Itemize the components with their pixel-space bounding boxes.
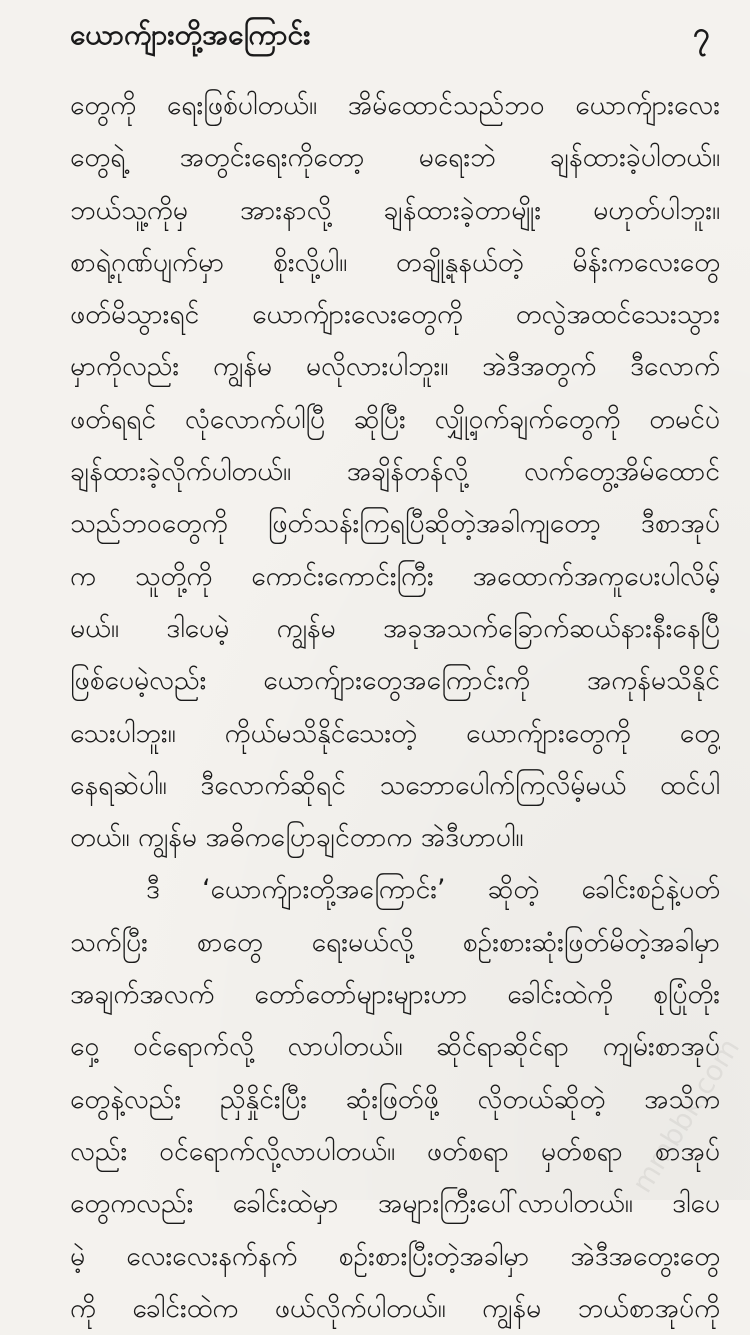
text-line: နေရဆဲပါ။ ဒီလောက်ဆိုရင် သဘောပေါက်ကြလိမ့်မယ် ထင်ပါ: [70, 769, 720, 801]
page-number: ၇: [693, 16, 710, 51]
text-line: ဖြစ်ပေမဲ့လည်း ယောက်ျားတွေအကြောင်းကို အကုန်မသိနိုင်: [70, 665, 720, 697]
text-line: အချက်အလက် တော်တော်များများဟာ ခေါင်းထဲကို စုပြုံတိုး: [70, 979, 720, 1011]
text-line: ချန်ထားခဲ့လိုက်ပါတယ်။ အချိန်တန်လို့ လက်တွေ့အိမ်ထောင်: [70, 456, 720, 488]
watermark: mmbbk.com: [625, 1032, 746, 1199]
running-head: [70, 10, 714, 58]
text-line: တွေရဲ့ အတွင်းရေးကိုတော့ မရေးဘဲ ချန်ထားခဲ့ပါတယ်။: [70, 142, 720, 174]
text-line: တွေနဲ့လည်း ညှိနှိုင်းပြီး ဆုံးဖြတ်ဖို့ လိုတယ်ဆိုတဲ့ အသိက: [70, 1083, 720, 1115]
text-line: သက်ပြီး စာတွေ ရေးမယ်လို့ စဉ်းစားဆုံးဖြတ်မိတဲ့အခါမှာ: [70, 926, 720, 958]
text-line: မယ်။ ဒါပေမဲ့ ကျွန်မ အခုအသက်ခြောက်ဆယ်နားနီးနေပြီ: [70, 612, 720, 644]
paragraph-start-line: ဒီ ‘ယောက်ျားတို့အကြောင်း’ ဆိုတဲ့ ခေါင်းစဉ်နဲ့ပတ်: [146, 874, 720, 906]
text-line: ဖတ်ရရင် လုံလောက်ပါပြီ ဆိုပြီး လျှို့ဝှက်ချက်တွေကို တမင်ပဲ: [70, 403, 720, 435]
text-line: ဝှေ့ ဝင်ရောက်လို့ လာပါတယ်။ ဆိုင်ရာဆိုင်ရာ ကျမ်းစာအုပ်: [70, 1031, 720, 1063]
text-line: ဘယ်သူ့ကိုမှ အားနာလို့ ချန်ထားခဲ့တာမျိုး မဟုတ်ပါဘူး။: [70, 194, 720, 226]
paragraph-end-line: တယ်။ ကျွန်မ အဓိကပြောချင်တာက အဲဒီဟာပါ။: [70, 822, 524, 854]
body-text: [70, 80, 720, 1335]
text-line: လည်း ဝင်ရောက်လို့လာပါတယ်။ ဖတ်စရာ မှတ်စရာ စာအုပ်: [70, 1135, 720, 1167]
text-line: စာရဲ့ဂုဏ်ပျက်မှာ စိုးလို့ပါ။ တချို့နုနယ်တဲ့ မိန်းကလေးတွေ: [70, 246, 720, 278]
text-line: က သူတို့ကို ကောင်းကောင်းကြီး အထောက်အကူပေးပါလိမ့်: [70, 560, 720, 592]
text-line: သေးပါဘူး။ ကိုယ်မသိနိုင်သေးတဲ့ ယောက်ျားတွေကို တွေ့: [70, 717, 720, 749]
text-line: ဖတ်မိသွားရင် ယောက်ျားလေးတွေကို တလွဲအထင်သေးသွား: [70, 299, 720, 331]
chapter-title: ယောက်ျားတို့အကြောင်း: [70, 18, 311, 51]
text-line: မဲ့ လေးလေးနက်နက် စဉ်းစားပြီးတဲ့အခါမှာ အဲဒီအတွေးတွေ: [70, 1240, 720, 1272]
text-line: တွေကလည်း ခေါင်းထဲမှာ အများကြီးပေါ်လာပါတယ်။ ဒါပေ: [70, 1188, 720, 1220]
text-line: သည်ဘဝတွေကို ဖြတ်သန်းကြရပြီဆိုတဲ့အခါကျတော့ ဒီစာအုပ်: [70, 508, 720, 540]
text-line: တွေကို ရေးဖြစ်ပါတယ်။ အိမ်ထောင်သည်ဘဝ ယောက်ျားလေး: [70, 90, 720, 121]
text-line: မှာကိုလည်း ကျွန်မ မလိုလားပါဘူး။ အဲဒီအတွက် ဒီလောက်: [70, 351, 720, 383]
text-line: ကို ခေါင်းထဲက ဖယ်လိုက်ပါတယ်။ ကျွန်မ ဘယ်စာအုပ်ကို: [70, 1292, 720, 1324]
